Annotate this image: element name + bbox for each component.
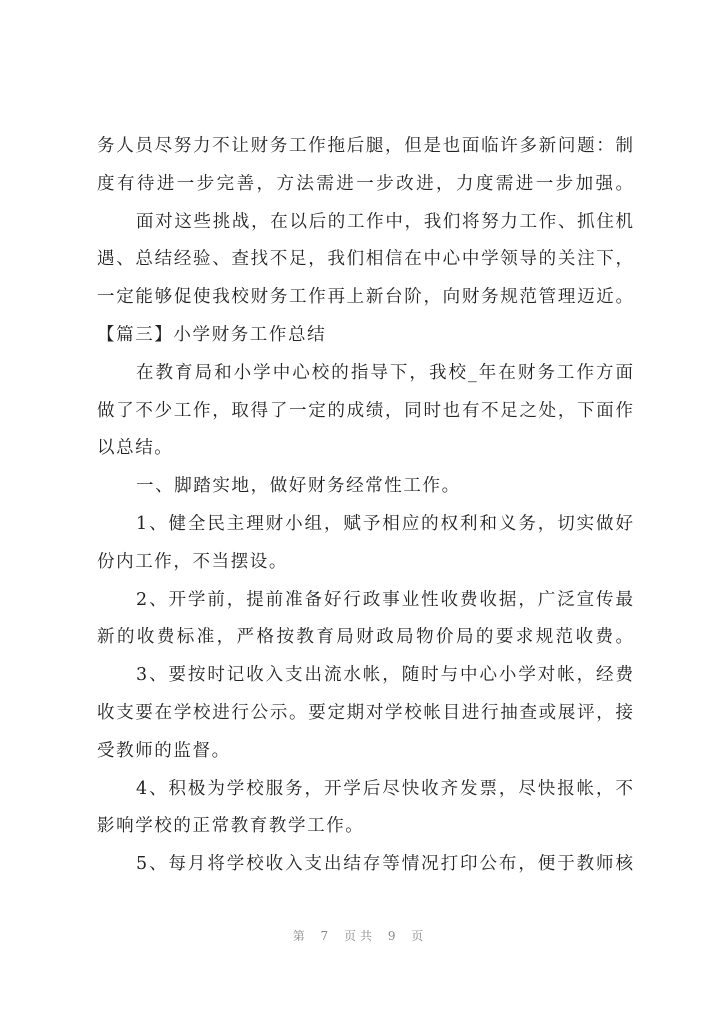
text-line: 3、要按时记收入支出流水帐，随时与中心小学对帐，经费: [136, 665, 633, 686]
text-line: 2、开学前，提前准备好行政事业性收费收据，广泛宣传最: [136, 589, 633, 610]
text-line: 务人员尽努力不让财务工作拖后腿，但是也面临许多新问题：制: [97, 136, 633, 156]
text-line: 在教育局和小学中心校的指导下，我校_年在财务工作方面: [136, 362, 633, 383]
text-line: 受教师的监督。: [97, 740, 231, 761]
text-line: 度有待进一步完善，方法需进一步改进，力度需进一步加强。: [97, 173, 633, 194]
text-line: 一定能够促使我校财务工作再上新台阶，向财务规范管理迈近。: [97, 287, 633, 308]
document-body: [97, 128, 633, 884]
section-heading: 【篇三】小学财务工作总结: [97, 324, 327, 345]
text-line: 影响学校的正常教育教学工作。: [97, 816, 365, 837]
page-footer: 第 7 页共 9 页: [292, 929, 428, 943]
text-line: 份内工作，不当摆设。: [97, 551, 288, 572]
text-line: 1、健全民主理财小组，赋予相应的权利和义务，切实做好: [136, 513, 633, 534]
text-line: 做了不少工作，取得了一定的成绩，同时也有不足之处，下面作: [97, 400, 633, 421]
text-line: 收支要在学校进行公示。要定期对学校帐目进行抽查或展评，接: [97, 702, 633, 723]
text-line: 5、每月将学校收入支出结存等情况打印公布，便于教师核: [136, 854, 633, 875]
text-line: 新的收费标准，严格按教育局财政局物价局的要求规范收费。: [97, 627, 633, 648]
text-line: 4、积极为学校服务，开学后尽快收齐发票，尽快报帐，不: [136, 778, 633, 799]
text-line: 面对这些挑战，在以后的工作中，我们将努力工作、抓住机: [136, 211, 633, 232]
text-line: 遇、总结经验、查找不足，我们相信在中心中学领导的关注下，: [97, 249, 633, 270]
text-line: 一、脚踏实地，做好财务经常性工作。: [136, 476, 461, 497]
text-line: 以总结。: [97, 438, 174, 459]
